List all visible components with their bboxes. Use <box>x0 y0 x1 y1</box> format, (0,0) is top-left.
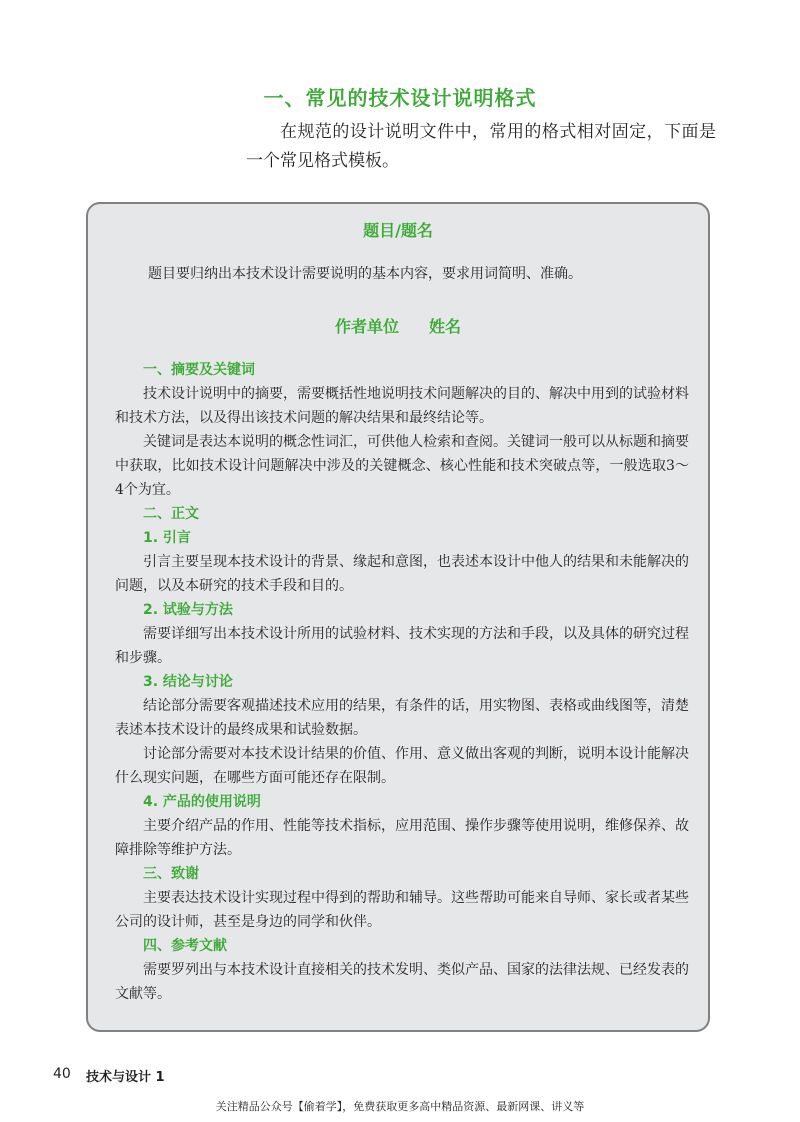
section-heading: 1. 引言 <box>143 530 191 546</box>
template-box <box>86 202 710 1032</box>
paragraph: 技术设计说明中的摘要，需要概括性地说明技术问题解决的目的、解决中用到的试验材料和技术方法，以及得出该技术问题的解决结果和最终结论等。 <box>115 386 689 426</box>
template-title: 题目/题名 <box>363 221 433 240</box>
paragraph: 需要罗列出与本技术设计直接相关的技术发明、类似产品、国家的法律法规、已经发表的文献等。 <box>115 962 689 1002</box>
section-heading: 一、摘要及关键词 <box>143 362 255 378</box>
paragraph: 讨论部分需要对本技术设计结果的价值、作用、意义做出客观的判断，说明本设计能解决什么现实问题，在哪些方面可能还存在限制。 <box>115 746 689 786</box>
paragraph: 主要介绍产品的作用、性能等技术指标，应用范围、操作步骤等使用说明，维修保养、故障排除等维护方法。 <box>115 818 689 858</box>
section-heading: 2. 试验与方法 <box>143 602 233 618</box>
section-heading: 3. 结论与讨论 <box>143 674 233 690</box>
paragraph: 主要表达技术设计实现过程中得到的帮助和辅导。这些帮助可能来自导师、家长或者某些公司的设计师，甚至是身边的同学和伙伴。 <box>115 890 689 930</box>
section-title: 一、常见的技术设计说明格式 <box>263 86 537 110</box>
paragraph: 引言主要呈现本技术设计的背景、缘起和意图，也表述本设计中他人的结果和未能解决的问题，以及本研究的技术手段和目的。 <box>115 554 689 594</box>
author-unit: 作者单位 <box>334 317 399 336</box>
paragraph: 关键词是表达本说明的概念性词汇，可供他人检索和查阅。关键词一般可以从标题和摘要中获取，比如技术设计问题解决中涉及的关键概念、核心性能和技术突破点等，一般选取3～4个为宜。 <box>115 434 689 498</box>
paragraph: 结论部分需要客观描述技术应用的结果，有条件的话，用实物图、表格或曲线图等，清楚表述本技术设计的最终成果和试验数据。 <box>115 698 689 738</box>
watermark-text: 关注精品公众号【偷着学】，免费获取更多高中精品资源、最新网课、讲义等 <box>215 1100 585 1113</box>
section-heading: 4. 产品的使用说明 <box>143 794 261 810</box>
author-name: 姓名 <box>429 317 462 336</box>
page-number: 40 <box>53 1066 71 1082</box>
section-heading: 二、正文 <box>143 506 199 522</box>
template-content <box>115 358 689 1006</box>
template-description: 题目要归纳出本技术设计需要说明的基本内容，要求用词简明、准确。 <box>148 266 582 282</box>
intro-paragraph: 在规范的设计说明文件中，常用的格式相对固定，下面是一个常见格式模板。 <box>246 122 716 171</box>
author-line <box>88 314 708 337</box>
paragraph: 需要详细写出本技术设计所用的试验材料、技术实现的方法和手段，以及具体的研究过程和步骤。 <box>115 626 689 666</box>
section-heading: 四、参考文献 <box>143 938 227 954</box>
section-heading: 三、致谢 <box>143 866 199 882</box>
book-title: 技术与设计 1 <box>86 1070 165 1085</box>
